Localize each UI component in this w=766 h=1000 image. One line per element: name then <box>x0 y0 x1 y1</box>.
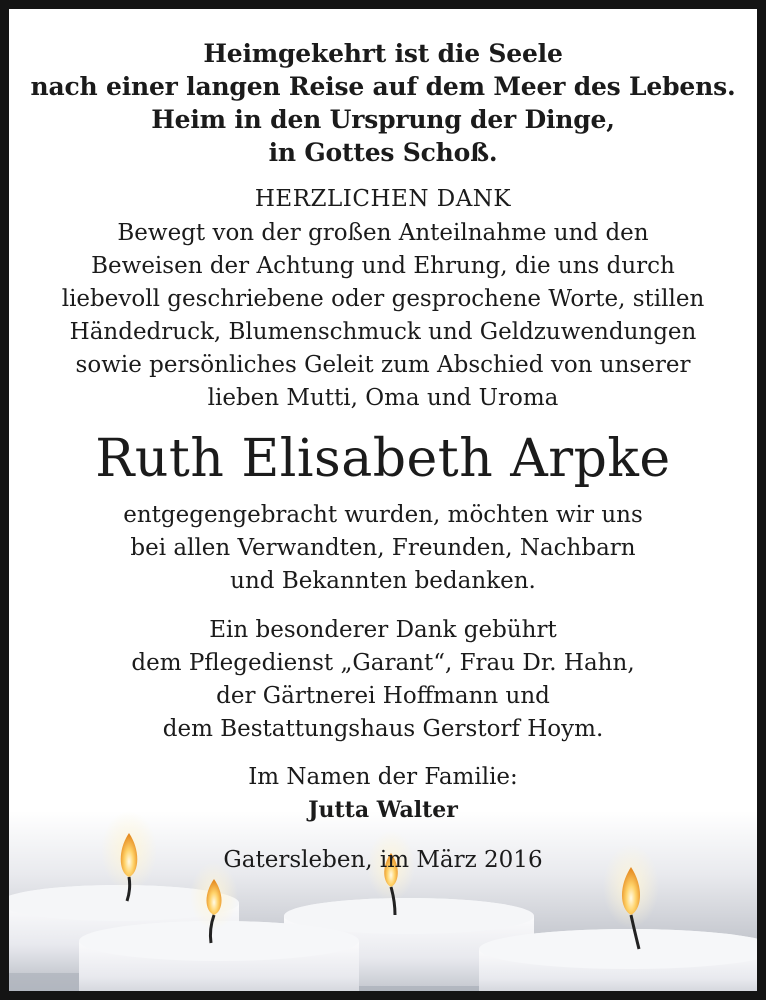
special-thanks-paragraph <box>9 614 757 746</box>
paragraph-line: lieben Mutti, Oma und Uroma <box>207 385 559 411</box>
intro-paragraph <box>9 217 757 415</box>
thanks-paragraph <box>9 499 757 598</box>
verse-line: Heim in den Ursprung der Dinge, <box>151 105 615 134</box>
paragraph-line: sowie persönliches Geleit zum Abschied von unserer <box>75 352 691 378</box>
paragraph-line: bei allen Verwandten, Freunden, Nachbarn <box>130 535 636 561</box>
paragraph-line: der Gärtnerei Hoffmann und <box>216 683 550 709</box>
paragraph-line: Ein besonderer Dank gebührt <box>209 617 557 643</box>
verse-line: Heimgekehrt ist die Seele <box>203 39 563 68</box>
paragraph-line: entgegengebracht wurden, möchten wir uns <box>123 502 643 528</box>
paragraph-line: Beweisen der Achtung und Ehrung, die uns durch <box>91 253 675 279</box>
candles-photo <box>9 811 757 991</box>
place-date: Gatersleben, im März 2016 <box>223 847 543 873</box>
deceased-name: Ruth Elisabeth Arpke <box>95 429 671 489</box>
verse-line: in Gottes Schoß. <box>268 138 498 167</box>
opening-verse <box>9 37 757 169</box>
paragraph-line: Bewegt von der großen Anteilnahme und den <box>117 220 649 246</box>
paragraph-line: und Bekannten bedanken. <box>230 568 536 594</box>
paragraph-line: liebevoll geschriebene oder gesprochene Worte, stillen <box>61 286 705 312</box>
verse-line: nach einer langen Reise auf dem Meer des Lebens. <box>30 72 736 101</box>
signature-name: Jutta Walter <box>308 797 458 823</box>
paragraph-line: Händedruck, Blumenschmuck und Geldzuwendungen <box>69 319 697 345</box>
paragraph-line: dem Bestattungshaus Gerstorf Hoym. <box>162 716 604 742</box>
signature-label: Im Namen der Familie: <box>248 764 518 790</box>
paragraph-line: dem Pflegedienst „Garant“, Frau Dr. Hahn, <box>131 650 635 676</box>
thanks-heading: HERZLICHEN DANK <box>254 186 512 212</box>
